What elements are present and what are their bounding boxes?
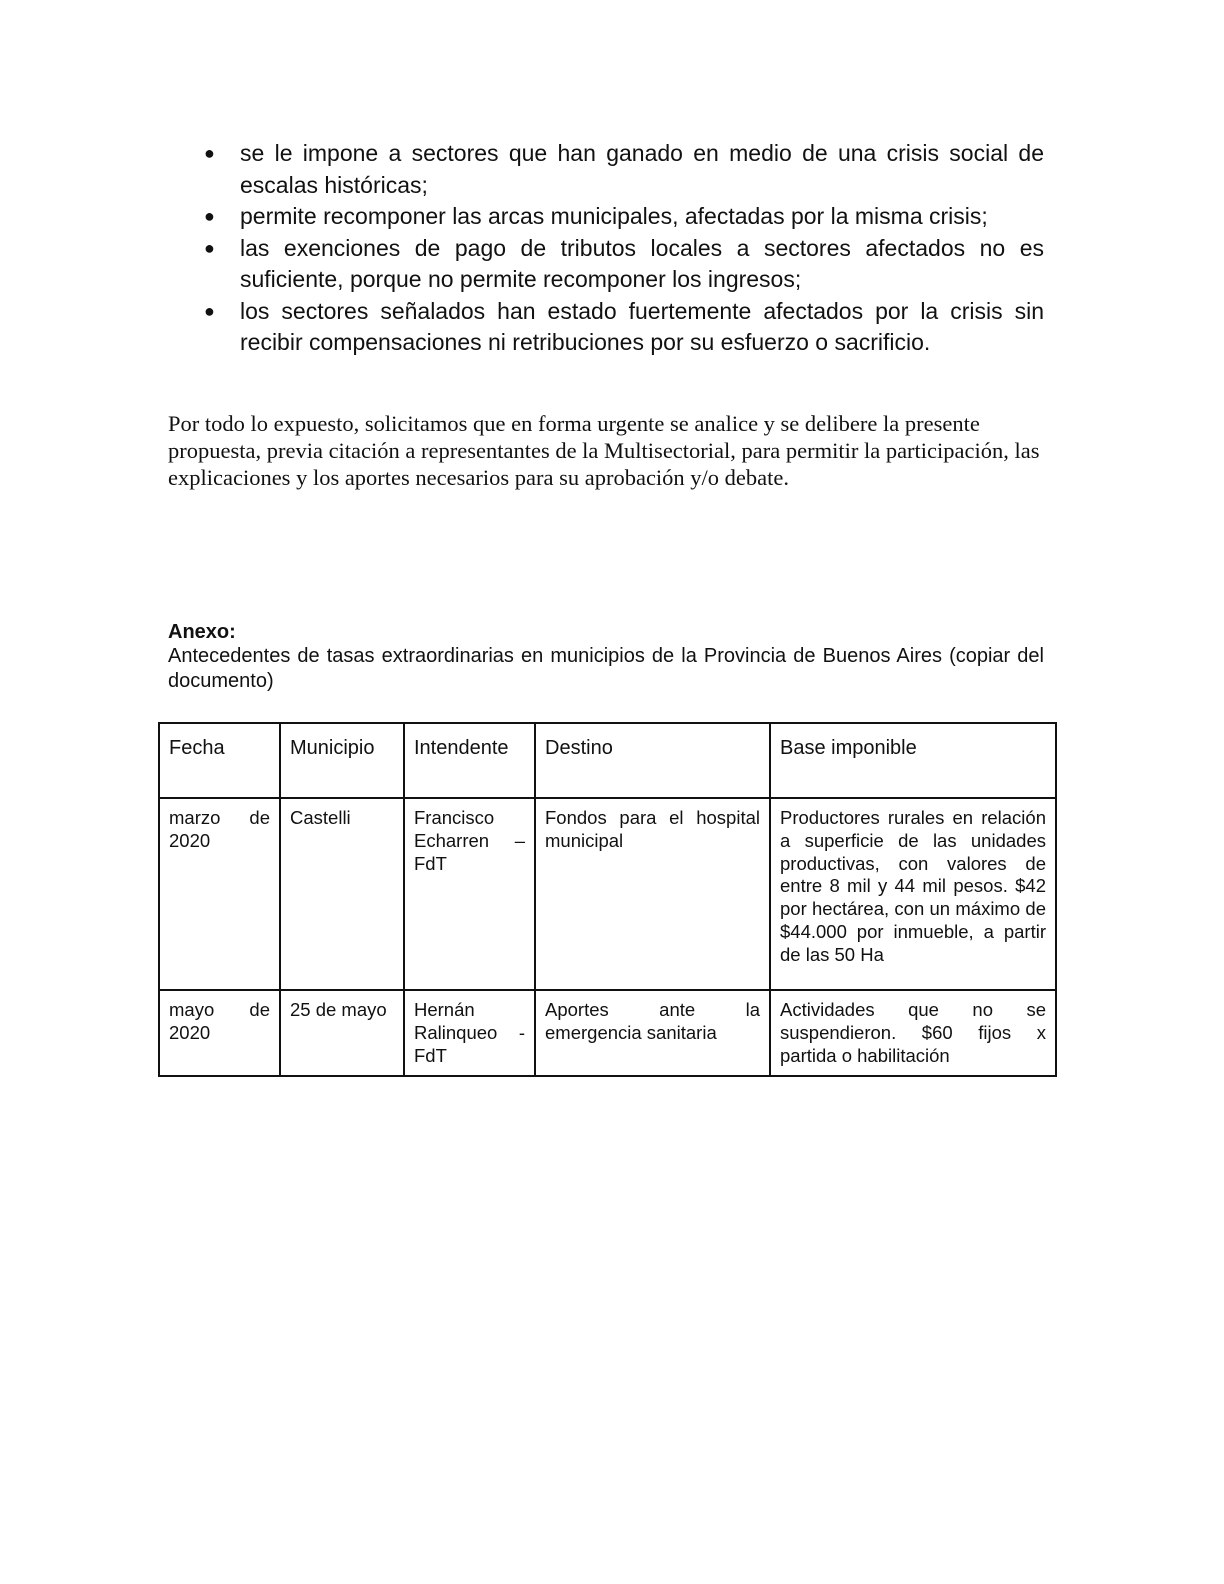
cell-intendente: Hernán Ralinqueo - FdT (404, 990, 535, 1076)
cell-intendente: Francisco Echarren – FdT (404, 798, 535, 990)
bullet-icon: ● (204, 206, 215, 226)
list-item (200, 201, 1044, 233)
cell-municipio: Castelli (280, 798, 404, 990)
header-destino: Destino (535, 723, 770, 798)
bullet-list (200, 138, 1044, 359)
annex-title: Anexo: (168, 621, 236, 643)
bullet-icon: ● (204, 300, 215, 321)
table-row (159, 990, 1056, 1076)
closing-paragraph: Por todo lo expuesto, solicitamos que en forma urgente se analice y se delibere la presente propuesta, previa citación a representantes de la Multisectorial, para permitir la participación, las explicaciones y los aportes necesarios para su aprobación y/o debate. (168, 411, 1040, 490)
cell-base-imponible: Productores rurales en relación a superficie de las unidades productivas, con valores de entre 8 mil y 44 mil pesos. $42 por hectárea, con un máximo de $44.000 por inmueble, a partir de las 50 Ha (770, 798, 1056, 990)
cell-fecha: marzo de 2020 (159, 798, 280, 990)
cell-destino: Fondos para el hospital municipal (535, 798, 770, 990)
annex-table (158, 722, 1057, 1077)
bullet-text: las exenciones de pago de tributos locales a sectores afectados no es suficiente, porque no permite recomponer los ingresos; (240, 234, 1044, 292)
bullet-icon: ● (204, 237, 215, 258)
bullet-text: se le impone a sectores que han ganado en medio de una crisis social de escalas históricas; (240, 140, 1044, 198)
bullet-text: permite recomponer las arcas municipales, afectadas por la misma crisis; (240, 203, 988, 229)
bullet-text: los sectores señalados han estado fuertemente afectados por la crisis sin recibir compensaciones ni retribuciones por su esfuerzo o sacrificio. (240, 297, 1044, 355)
annex-description: Antecedentes de tasas extraordinarias en municipios de la Provincia de Buenos Aires (copiar del documento) (168, 645, 1044, 692)
cell-base-imponible: Actividades que no se suspendieron. $60 fijos x partida o habilitación (770, 990, 1056, 1076)
table-row (159, 798, 1056, 990)
header-intendente: Intendente (404, 723, 535, 798)
list-item (200, 296, 1044, 359)
cell-municipio: 25 de mayo (280, 990, 404, 1076)
header-fecha: Fecha (159, 723, 280, 798)
list-item (200, 233, 1044, 296)
cell-destino: Aportes ante la emergencia sanitaria (535, 990, 770, 1076)
cell-fecha: mayo de 2020 (159, 990, 280, 1076)
header-municipio: Municipio (280, 723, 404, 798)
header-base-imponible: Base imponible (770, 723, 1056, 798)
table-header-row (159, 723, 1056, 798)
bullet-icon: ● (204, 143, 215, 163)
list-item (200, 138, 1044, 201)
